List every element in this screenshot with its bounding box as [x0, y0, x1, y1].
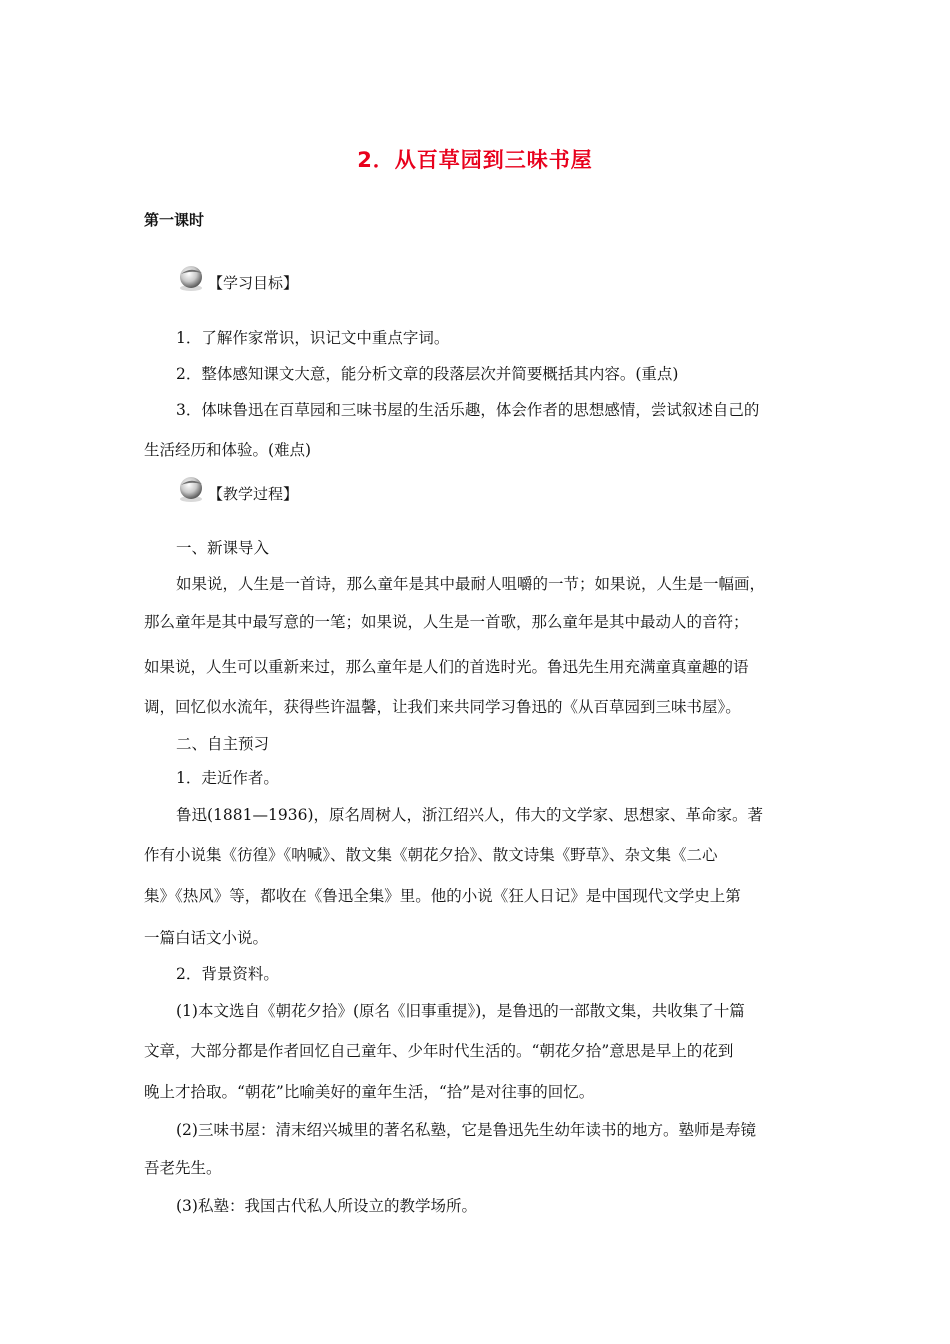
paragraph-line: 文章，大部分都是作者回忆自己童年、少年时代生活的。“朝花夕拾”意思是早上的花到	[144, 1042, 734, 1060]
paragraph-line: (1)本文选自《朝花夕拾》(原名《旧事重提》)，是鲁迅的一部散文集，共收集了十篇	[176, 1002, 745, 1020]
subsection-title: 2．背景资料。	[176, 965, 279, 983]
objective-item: 生活经历和体验。(难点)	[144, 441, 312, 459]
section-title: 二、自主预习	[176, 735, 270, 753]
paragraph-line: 那么童年是其中最写意的一笔；如果说，人生是一首歌，那么童年是其中最动人的音符；	[144, 613, 749, 631]
paragraph-line: 调，回忆似水流年，获得些许温馨，让我们来共同学习鲁迅的《从百草园到三味书屋》。	[144, 698, 741, 716]
sphere-bullet-icon	[176, 263, 208, 293]
objective-item: 2．整体感知课文大意，能分析文章的段落层次并简要概括其内容。(重点)	[176, 365, 679, 383]
paragraph-line: 作有小说集《彷徨》《呐喊》、散文集《朝花夕拾》、散文诗集《野草》、杂文集《二心	[144, 846, 718, 864]
paragraph-line: (3)私塾：我国古代私人所设立的教学场所。	[176, 1197, 477, 1215]
process-heading-label: 【教学过程】	[208, 485, 299, 503]
paragraph-line: 如果说，人生是一首诗，那么童年是其中最耐人咀嚼的一节；如果说，人生是一幅画，	[176, 575, 766, 593]
paragraph-line: (2)三味书屋：清末绍兴城里的著名私塾，它是鲁迅先生幼年读书的地方。塾师是寿镜	[176, 1121, 756, 1139]
paragraph-line: 晚上才拾取。“朝花”比喻美好的童年生活，“拾”是对往事的回忆。	[144, 1083, 595, 1101]
section-title: 一、新课导入	[176, 539, 270, 557]
paragraph-line: 鲁迅(1881—1936)，原名周树人，浙江绍兴人，伟大的文学家、思想家、革命家。著	[176, 806, 763, 824]
objectives-heading-label: 【学习目标】	[208, 274, 299, 292]
subsection-title: 1．走近作者。	[176, 769, 279, 787]
page-title: 2．从百草园到三味书屋	[357, 148, 593, 172]
paragraph-line: 一篇白话文小说。	[144, 929, 269, 947]
sphere-bullet-icon	[176, 474, 208, 504]
objective-item: 3．体味鲁迅在百草园和三味书屋的生活乐趣，体会作者的思想感情，尝试叙述自己的	[176, 401, 760, 419]
paragraph-line: 集》《热风》等，都收在《鲁迅全集》里。他的小说《狂人日记》是中国现代文学史上第	[144, 887, 741, 905]
paragraph-line: 如果说，人生可以重新来过，那么童年是人们的首选时光。鲁迅先生用充满童真童趣的语	[144, 658, 749, 676]
lesson-heading: 第一课时	[144, 211, 205, 229]
objective-item: 1．了解作家常识，识记文中重点字词。	[176, 329, 450, 347]
paragraph-line: 吾老先生。	[144, 1159, 222, 1177]
